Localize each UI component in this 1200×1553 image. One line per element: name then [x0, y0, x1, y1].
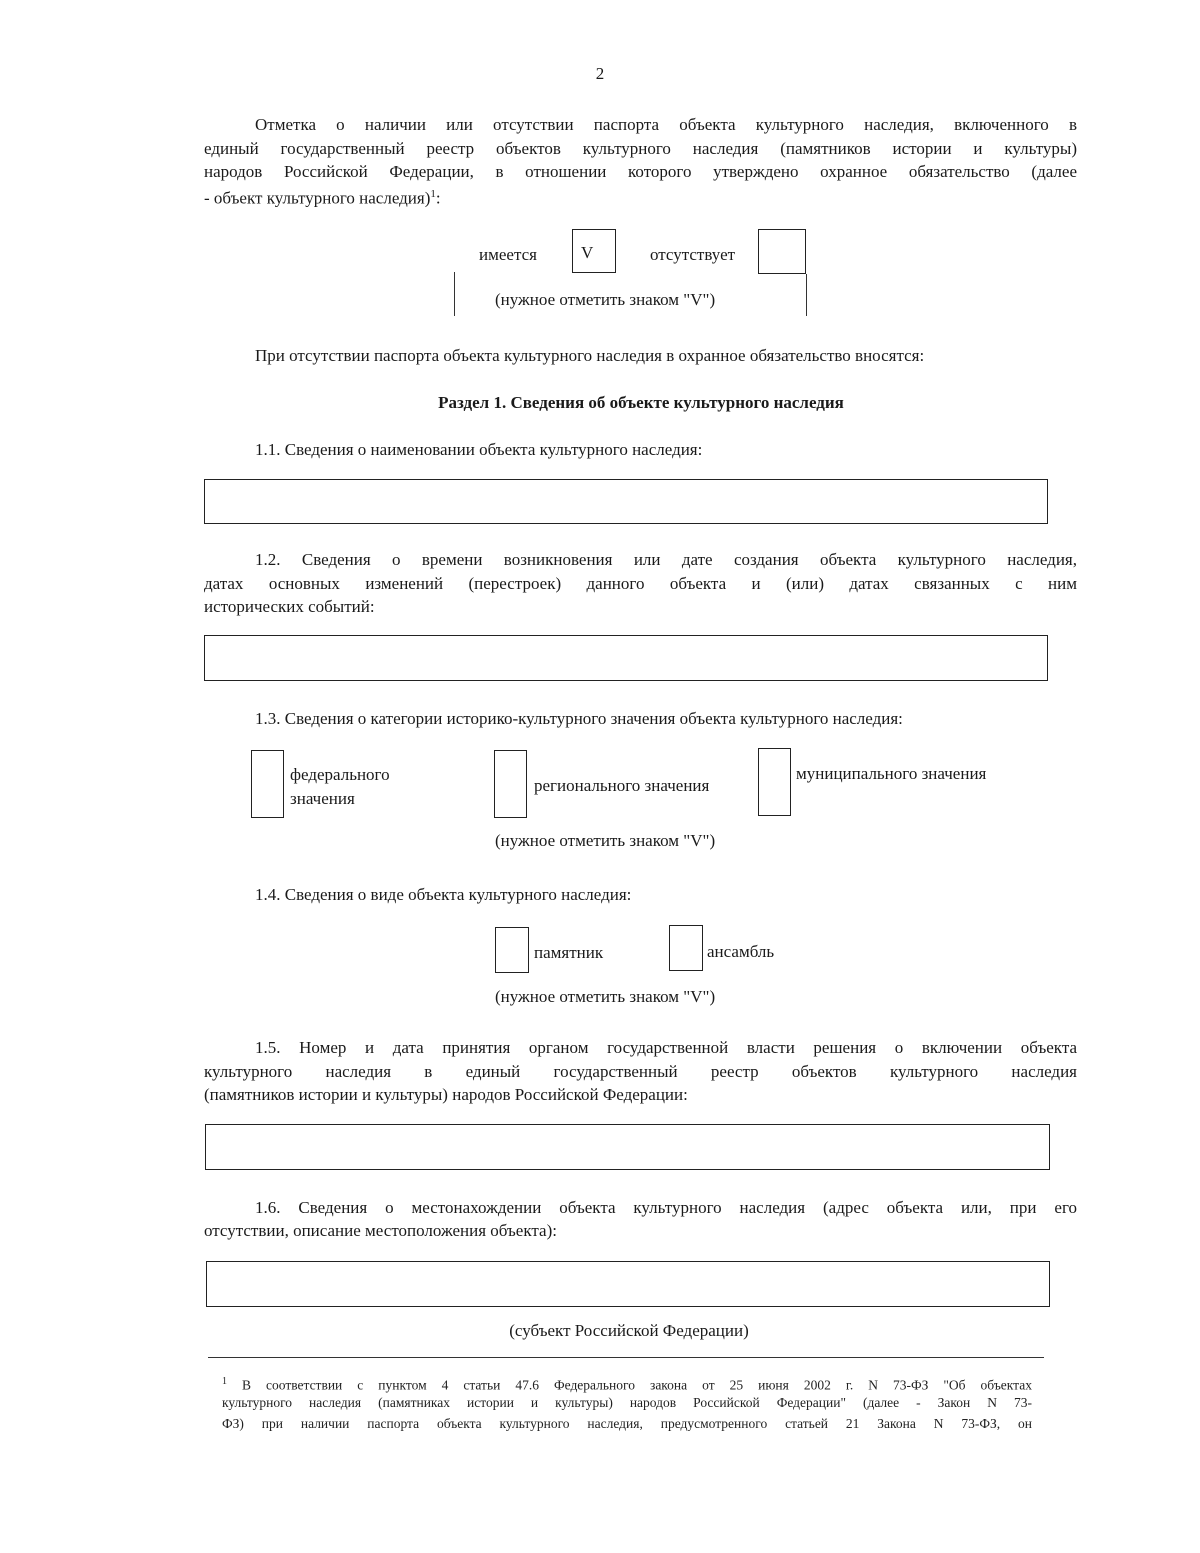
- question-1-6-line-2: отсутствии, описание местоположения объекта):: [204, 1221, 557, 1240]
- intro-line-1: Отметка о наличии или отсутствии паспорта объекта культурного наследия, включенного в: [255, 115, 1077, 134]
- footnote-separator: [208, 1357, 1044, 1358]
- passport-hint: (нужное отметить знаком "V"): [495, 290, 716, 309]
- footnote-line-1: $^1$ В соответствии с пунктом 4 статьи 47.6 Федерального закона от 25 июня 2002 г. N 73-ФЗ "Об объектах: [222, 1376, 1032, 1393]
- passport-has-checkbox[interactable]: [572, 229, 616, 273]
- category-regional-checkbox[interactable]: [494, 750, 527, 818]
- registry-decision-field[interactable]: [205, 1124, 1050, 1170]
- question-1-2-line-3: исторических событий:: [204, 597, 375, 616]
- passport-absent-checkbox[interactable]: [758, 229, 806, 274]
- passport-has-mark: V: [581, 243, 594, 262]
- question-1-5-line-1: 1.5. Номер и дата принятия органом государственной власти решения о включении объекта: [255, 1038, 1077, 1057]
- name-field[interactable]: [204, 479, 1048, 524]
- kind-monument-label: памятник: [534, 943, 604, 962]
- intro-line-3: народов Российской Федерации, в отношении которого утверждено охранное обязательство (далее: [204, 162, 1077, 181]
- absence-note: При отсутствии паспорта объекта культурного наследия в охранное обязательство вносятся:: [255, 346, 925, 365]
- kind-monument-checkbox[interactable]: [495, 927, 529, 973]
- question-1-5-line-2: культурного наследия в единый государственный реестр объектов культурного наследия: [204, 1062, 1077, 1081]
- category-hint: (нужное отметить знаком "V"): [495, 831, 716, 850]
- footnote-ref: 1: [430, 188, 436, 200]
- passport-has-label: имеется: [479, 245, 537, 264]
- question-1-1: 1.1. Сведения о наименовании объекта культурного наследия:: [255, 440, 703, 459]
- category-municipal-checkbox[interactable]: [758, 748, 791, 816]
- location-field[interactable]: [206, 1261, 1050, 1307]
- section-1-title: Раздел 1. Сведения об объекте культурного наследия: [438, 393, 844, 412]
- category-regional-label: регионального значения: [534, 776, 710, 795]
- bracket-left: [454, 272, 455, 316]
- category-federal-checkbox[interactable]: [251, 750, 284, 818]
- page-number: 2: [595, 64, 605, 83]
- dates-field[interactable]: [204, 635, 1048, 681]
- intro-line-4: - объект культурного наследия)$^1$:: [204, 188, 441, 208]
- passport-absent-label: отсутствует: [650, 245, 736, 264]
- kind-hint: (нужное отметить знаком "V"): [495, 987, 716, 1006]
- question-1-2-line-1: 1.2. Сведения о времени возникновения или дате создания объекта культурного наследия,: [255, 550, 1077, 569]
- category-federal-label-2: значения: [290, 789, 355, 808]
- category-federal-label-1: федерального: [290, 765, 390, 784]
- footnote-line-3: ФЗ) при наличии паспорта объекта культурного наследия, предусмотренного статьей 21 Закона N 73-ФЗ, он: [222, 1416, 1032, 1431]
- kind-ensemble-label: ансамбль: [707, 942, 775, 961]
- question-1-2-line-2: датах основных изменений (перестроек) данного объекта и (или) датах связанных с ним: [204, 574, 1077, 593]
- question-1-6-line-1: 1.6. Сведения о местонахождении объекта культурного наследия (адрес объекта или, при его: [255, 1198, 1077, 1217]
- bracket-right: [806, 274, 807, 316]
- question-1-5-line-3: (памятников истории и культуры) народов Российской Федерации:: [204, 1085, 688, 1104]
- category-municipal-label: муниципального значения: [796, 764, 987, 783]
- subject-caption: (субъект Российской Федерации): [509, 1321, 749, 1340]
- footnote-line-2: культурного наследия (памятниках истории и культуры) народов Российской Федерации" (далее - Закон N 73-: [222, 1395, 1032, 1410]
- kind-ensemble-checkbox[interactable]: [669, 925, 703, 971]
- question-1-4: 1.4. Сведения о виде объекта культурного наследия:: [255, 885, 632, 904]
- intro-line-2: единый государственный реестр объектов культурного наследия (памятников истории и культуры): [204, 139, 1077, 158]
- question-1-3: 1.3. Сведения о категории историко-культурного значения объекта культурного наследия:: [255, 709, 903, 728]
